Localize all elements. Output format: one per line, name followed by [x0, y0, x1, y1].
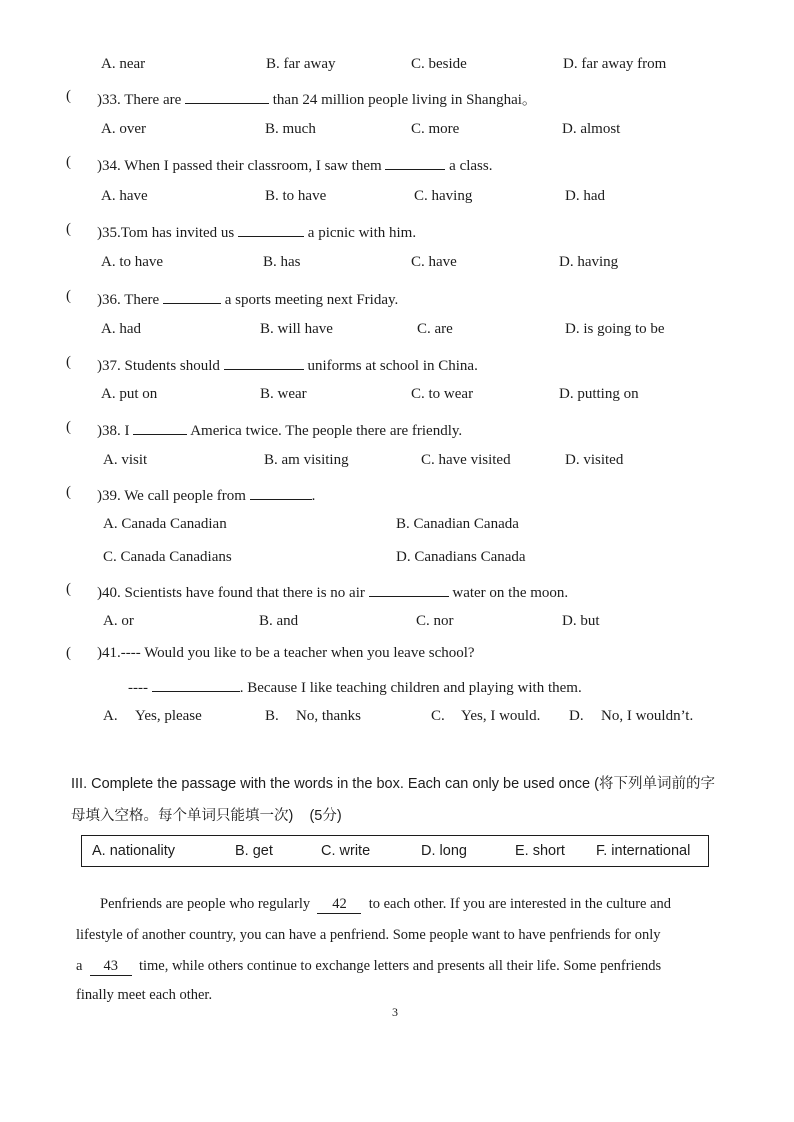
option-a: A. put on	[101, 386, 158, 402]
option-b-letter: B.	[265, 708, 279, 724]
answer-paren: (	[66, 354, 71, 370]
question-text-after: America twice. The people there are friendly.	[190, 423, 463, 439]
answer-blank[interactable]	[163, 288, 221, 304]
word-option: B. get	[235, 843, 273, 859]
option-b: B. wear	[260, 386, 307, 402]
question-text-after: a picnic with him.	[307, 225, 417, 241]
section-heading-cont: 母填入空格。每个单词只能填一次) (5分)	[71, 808, 342, 824]
question-text: )36. There	[97, 292, 160, 308]
option-c: C. nor	[416, 613, 454, 629]
option-c: C. having	[414, 188, 473, 204]
page-number: 3	[392, 1005, 398, 1019]
option-a: A. near	[101, 56, 146, 72]
option-a: A. visit	[103, 452, 148, 468]
question-text: )41.---- Would you like to be a teacher when you leave school?	[97, 645, 475, 661]
word-box	[81, 835, 709, 867]
option-a: A. have	[101, 188, 148, 204]
word-option: A. nationality	[92, 843, 176, 859]
question-33	[97, 88, 537, 109]
question-text-after: .	[311, 488, 316, 504]
answer-paren: (	[66, 645, 71, 661]
question-text: )37. Students should	[97, 358, 220, 374]
answer-blank[interactable]	[369, 581, 449, 597]
answer-blank[interactable]	[238, 221, 304, 237]
answer-blank[interactable]	[185, 88, 269, 104]
passage-line-2: lifestyle of another country, you can have a penfriend. Some people want to have penfriends for only	[76, 927, 661, 943]
question-34	[97, 154, 492, 175]
question-36	[97, 288, 398, 309]
blank-42[interactable]: 42	[317, 896, 361, 914]
answer-paren: (	[66, 419, 71, 435]
option-d: D. but	[562, 613, 600, 629]
option-a: A. over	[101, 121, 146, 137]
passage-line-3: a 43 time, while others continue to exchange letters and presents all their life. Some penfriends	[76, 958, 662, 974]
option-b: B. am visiting	[264, 452, 349, 468]
option-c: C. to wear	[411, 386, 474, 402]
option-b: B. will have	[260, 321, 333, 337]
answer-paren: (	[66, 221, 71, 237]
option-b: B. much	[265, 121, 316, 137]
option-b: B. and	[259, 613, 299, 629]
answer-paren: (	[66, 288, 71, 304]
question-text-after: a sports meeting next Friday.	[224, 292, 399, 308]
option-c: C. more	[411, 121, 460, 137]
option-d: D. Canadians Canada	[396, 549, 526, 565]
question-40	[97, 581, 568, 602]
question-text-after: uniforms at school in China.	[307, 358, 478, 374]
option-d: D. had	[565, 188, 605, 204]
question-35	[97, 221, 416, 242]
word-option: D. long	[421, 843, 467, 859]
question-38	[97, 419, 462, 440]
question-41-reply	[128, 676, 582, 697]
option-c-letter: C.	[431, 708, 445, 724]
passage-line-1: Penfriends are people who regularly 42 to each other. If you are interested in the culture and	[100, 896, 672, 912]
section-heading: III. Complete the passage with the words in the box. Each can only be used once (将下列单词前的字	[71, 776, 715, 792]
word-option: E. short	[515, 843, 565, 859]
option-c: C. have	[411, 254, 457, 270]
option-a: A. Canada Canadian	[103, 516, 227, 532]
option-d: D. is going to be	[565, 321, 665, 337]
option-a: Yes, please	[135, 708, 202, 724]
question-text: )39. We call people from	[97, 488, 246, 504]
option-b: No, thanks	[296, 708, 361, 724]
option-a: A. to have	[101, 254, 164, 270]
question-text: )35.Tom has invited us	[97, 225, 235, 241]
question-text: )40. Scientists have found that there is no air	[97, 585, 365, 601]
answer-blank[interactable]	[152, 676, 240, 692]
option-a: A. had	[101, 321, 141, 337]
option-b: B. to have	[265, 188, 327, 204]
question-text-after: than 24 million people living in Shanghai。	[272, 92, 537, 108]
answer-blank[interactable]	[385, 154, 445, 170]
option-d: No, I wouldn’t.	[601, 708, 694, 724]
option-c: Yes, I would.	[461, 708, 541, 724]
word-option: F. international	[596, 843, 691, 859]
option-c: C. Canada Canadians	[103, 549, 232, 565]
answer-paren: (	[66, 88, 71, 104]
question-37	[97, 354, 478, 375]
option-d: D. having	[559, 254, 619, 270]
answer-paren: (	[66, 484, 71, 500]
question-text: )38. I	[97, 423, 130, 439]
option-d: D. almost	[562, 121, 621, 137]
option-c: C. are	[417, 321, 453, 337]
word-option: C. write	[321, 843, 371, 859]
question-41	[97, 645, 475, 662]
question-text-after: water on the moon.	[452, 585, 569, 601]
option-a: A. or	[103, 613, 134, 629]
option-b: B. has	[263, 254, 301, 270]
question-39	[97, 484, 315, 505]
question-text-after: a class.	[449, 158, 493, 174]
answer-blank[interactable]	[224, 354, 304, 370]
option-c: C. beside	[411, 56, 467, 72]
option-d-letter: D.	[569, 708, 584, 724]
question-text: )33. There are	[97, 92, 182, 108]
option-b: B. far away	[266, 56, 336, 72]
option-b: B. Canadian Canada	[396, 516, 519, 532]
option-d: D. visited	[565, 452, 624, 468]
answer-paren: (	[66, 581, 71, 597]
option-d: D. far away from	[563, 56, 667, 72]
question-text-after: . Because I like teaching children and playing with them.	[239, 680, 582, 696]
option-a-letter: A.	[103, 708, 118, 724]
option-d: D. putting on	[559, 386, 639, 402]
option-c: C. have visited	[421, 452, 511, 468]
answer-paren: (	[66, 154, 71, 170]
passage-line-4: finally meet each other.	[76, 987, 213, 1003]
dialogue-dash: ----	[128, 680, 148, 696]
question-text: )34. When I passed their classroom, I saw them	[97, 158, 382, 174]
answer-blank[interactable]	[133, 419, 187, 435]
blank-43[interactable]: 43	[90, 958, 132, 976]
answer-blank[interactable]	[250, 484, 312, 500]
